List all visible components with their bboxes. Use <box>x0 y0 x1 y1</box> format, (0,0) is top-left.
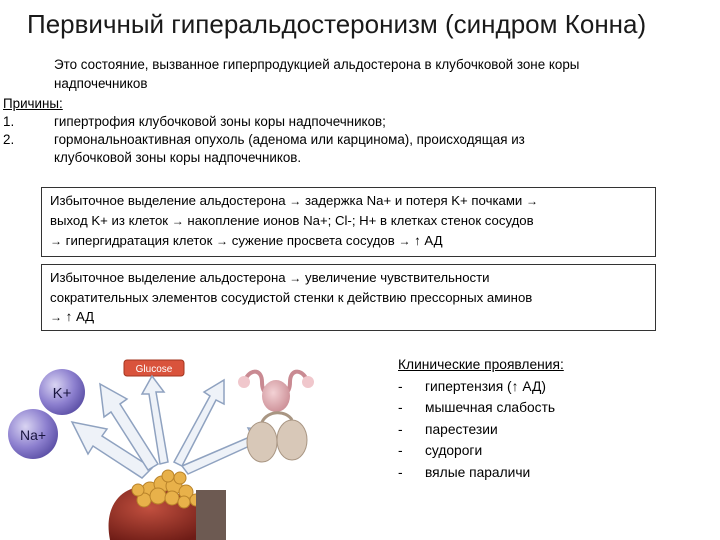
cause-text: клубочковой зоны коры надпочечников. <box>54 150 302 165</box>
mechanism-text: накопление ионов Na+; Cl-; H+ в клетках стенок сосудов <box>187 213 534 228</box>
mechanism-text: сужение просвета сосудов <box>231 233 395 248</box>
clinical-item <box>398 440 698 462</box>
intro-line: Это состояние, вызванное гиперпродукцией альдостерона в клубочковой зоне коры <box>54 57 580 72</box>
mechanism-line: сократительных элементов сосудистой стенки к действию прессорных аминов <box>50 290 533 305</box>
clinical-text: судороги <box>425 443 483 458</box>
mechanism-line <box>50 268 647 288</box>
clinical-text: гипертензия (↑ АД) <box>425 378 546 394</box>
glucose-badge <box>124 360 184 376</box>
mechanism-line <box>50 191 647 211</box>
page-title: Первичный гиперальдостеронизм (синдром Конна) <box>27 9 647 39</box>
arrow-right-icon: → <box>171 214 184 228</box>
intro-text <box>54 55 694 93</box>
cause-text: гормональноактивная опухоль (аденома или карцинома), происходящая из <box>54 132 525 147</box>
list-dash: - <box>398 464 403 480</box>
cause-item <box>3 131 693 167</box>
glucose-label: Glucose <box>135 364 173 375</box>
mechanism-text: гипергидратация клеток <box>65 233 213 248</box>
arrow-right-icon: → <box>398 234 411 248</box>
arrow-right-icon: → <box>525 194 538 208</box>
arrow-right-icon: → <box>289 271 302 285</box>
cause-text: гипертрофия клубочковой зоны коры надпочечников; <box>54 114 386 129</box>
list-dash: - <box>398 378 403 394</box>
arrow-right-icon: → <box>50 234 62 248</box>
mechanism-box-2 <box>41 264 656 331</box>
causes-list <box>3 113 693 167</box>
cause-number: 2. <box>3 132 15 147</box>
cause-item <box>3 113 693 131</box>
mechanism-box-1 <box>41 187 656 257</box>
mechanism-line <box>50 231 647 251</box>
mechanism-text: задержка Na+ и потеря K+ почками <box>304 193 523 208</box>
arrow-right-icon: → <box>216 234 229 248</box>
clinical-text: парестезии <box>425 421 498 437</box>
list-dash: - <box>398 400 403 415</box>
clinical-section <box>398 354 698 483</box>
mechanism-text: Избыточное выделение альдостерона <box>50 270 286 285</box>
k-ion-label: K+ <box>52 385 72 402</box>
mechanism-text: АД <box>424 233 443 248</box>
clinical-list <box>398 376 698 484</box>
arrow-right-icon: → <box>289 194 302 208</box>
mechanism-line <box>50 307 647 327</box>
arrow-up-icon: ↑ <box>65 309 73 324</box>
causes-heading: Причины: <box>3 96 63 111</box>
cause-number: 1. <box>3 114 15 129</box>
potassium-ion-sphere <box>39 369 85 415</box>
arrow-up-icon: ↑ <box>414 233 421 248</box>
clinical-text: вялые параличи <box>425 464 531 480</box>
mechanism-text: АД <box>75 309 95 324</box>
clinical-item <box>398 397 698 419</box>
mechanism-line <box>50 211 647 231</box>
list-dash: - <box>398 421 403 437</box>
kidney-adrenal-icon <box>109 470 226 540</box>
mechanism-text: увеличение чувствительности <box>304 270 490 285</box>
clinical-item <box>398 462 698 484</box>
na-ion-label: Na+ <box>19 427 47 443</box>
arrow-right-icon: → <box>50 310 62 324</box>
mechanism-text: Избыточное выделение альдостерона <box>50 193 286 208</box>
clinical-item <box>398 376 698 398</box>
clinical-item <box>398 419 698 441</box>
effect-arrows <box>72 376 272 478</box>
list-dash: - <box>398 443 403 458</box>
aldosterone-illustration <box>0 340 390 540</box>
clinical-heading: Клинические проявления: <box>398 357 564 372</box>
clinical-text: мышечная слабость <box>425 400 556 415</box>
mechanism-text: выход K+ из клеток <box>50 213 169 228</box>
sodium-ion-sphere <box>8 409 58 459</box>
intro-line: надпочечников <box>54 76 148 91</box>
reproductive-organs-icon <box>238 372 314 462</box>
